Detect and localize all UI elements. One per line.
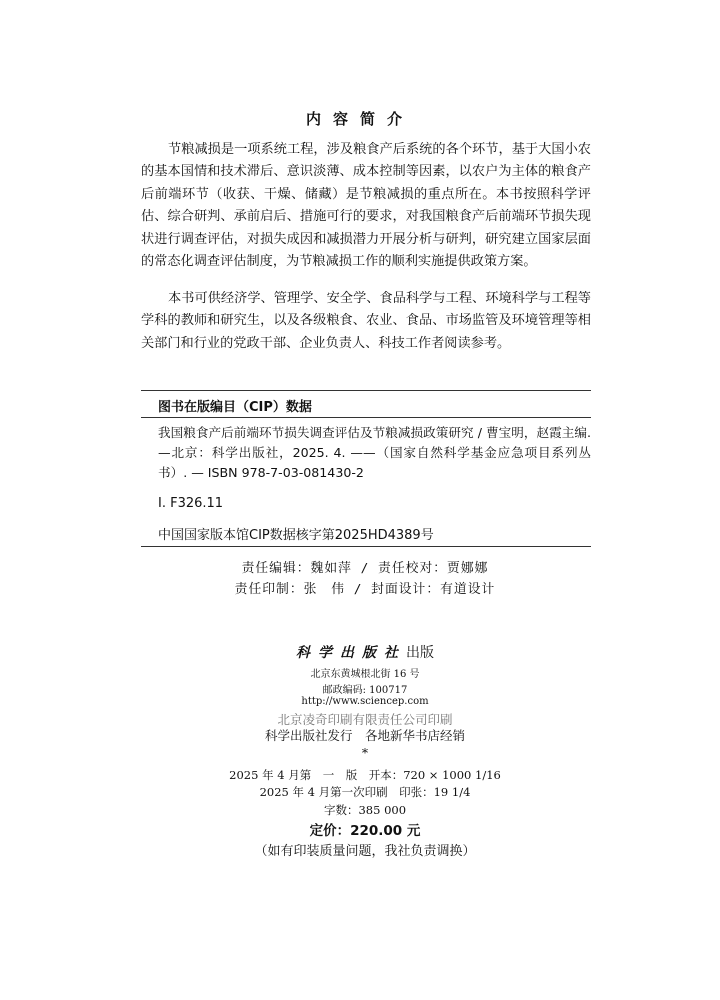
- word-count: 字数：385 000: [323, 803, 407, 817]
- cip-top-rule: [141, 390, 591, 391]
- publisher-url: http://www.sciencep.com: [301, 696, 429, 707]
- printer-line: 北京凌奇印刷有限责任公司印刷: [277, 712, 453, 727]
- distribution-line: 科学出版社发行 各地新华书店经销: [264, 728, 465, 743]
- summary-paragraph-2: 本书可供经济学、管理学、安全学、食品科学与工程、环境科学与工程等学科的教师和研究生，以及各级粮食、农业、食品、市场监管及环境管理等相关部门和行业的党政干部、企业负责人、科技工作者阅读参考。: [141, 291, 591, 351]
- summary-paragraph-1: 节粮减损是一项系统工程，涉及粮食产后系统的各个环节，基于大国小农的基本国情和技术滞后、意识淡薄、成本控制等因素，以农户为主体的粮食产后前端环节（收获、干燥、储藏）是节粮减损的重点所在。本书按照科学评估、综合研判、承前启后、措施可行的要求，对我国粮食产后前端环节损失现状进行调查评估，对损失成因和减损潜力开展分析与研判，研究建立国家层面的常态化调查评估制度，为节粮减损工作的顺利实施提供政策方案。: [141, 142, 591, 270]
- edition-line: 2025 年 4 月第 一 版 开本：720 × 1000 1/16: [229, 768, 501, 782]
- publisher-logo: 科学出版社: [296, 645, 406, 661]
- cip-classification: Ⅰ. F326.11: [158, 496, 224, 511]
- cip-bottom-rule: [141, 546, 591, 547]
- quality-notice: （如有印装质量问题，我社负责调换）: [254, 844, 476, 859]
- cip-heading: 图书在版编目（CIP）数据: [158, 400, 312, 415]
- publisher-postcode: 邮政编码: 100717: [322, 685, 408, 696]
- staff-line-2: 责任印制：张 伟 / 封面设计：有道设计: [234, 582, 496, 597]
- summary-title: 内容简介: [305, 110, 414, 128]
- publisher-name: [0, 642, 720, 662]
- separator-star: *: [361, 745, 369, 760]
- cip-heading-rule: [141, 417, 591, 418]
- printing-line: 2025 年 4 月第一次印刷 印张：19 1/4: [259, 785, 471, 799]
- staff-line-1: 责任编辑：魏如萍 / 责任校对：贾娜娜: [241, 561, 489, 576]
- cip-record: 我国粮食产后前端环节损失调查评估及节粮减损政策研究 / 曹宝明，赵霞主编. —北京：科学出版社，2025. 4. ——（国家自然科学基金应急项目系列丛书）. — ISBN 978-7-03-081430-2: [158, 425, 591, 480]
- price: 定价：220.00 元: [309, 823, 421, 839]
- cip-number: 中国国家版本馆CIP数据核字第2025HD4389号: [158, 528, 434, 543]
- publisher-suffix: 出版: [406, 645, 434, 661]
- publisher-address: 北京东黄城根北街 16 号: [310, 669, 420, 680]
